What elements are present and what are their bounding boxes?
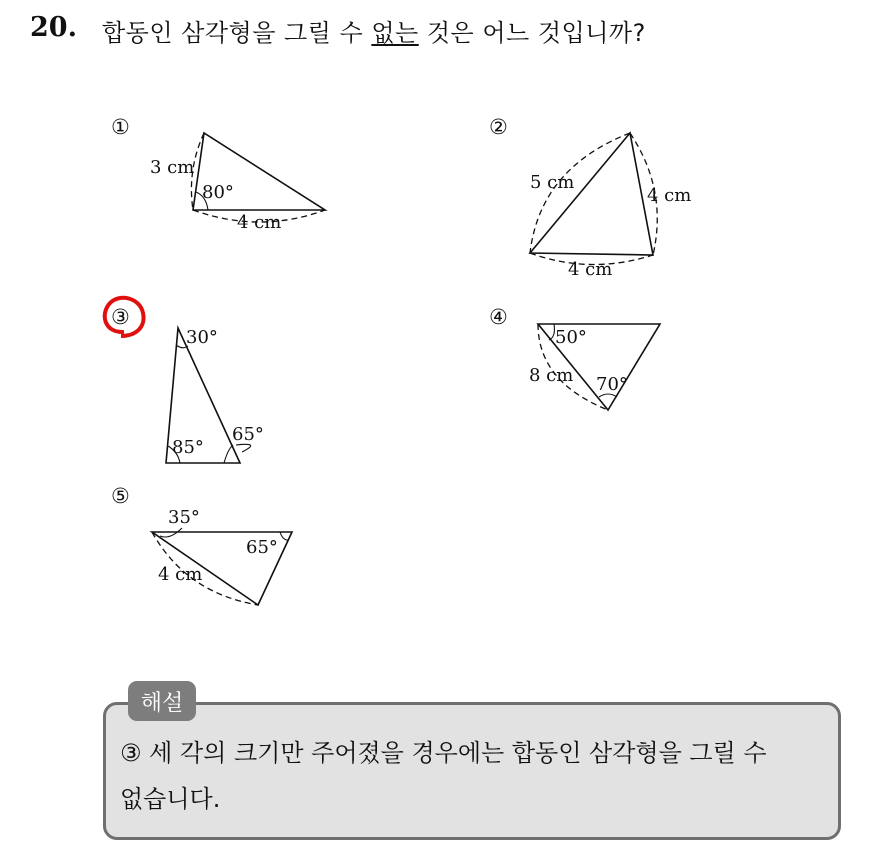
choice-2-marker: ② bbox=[489, 115, 508, 139]
question-number: 20. bbox=[30, 12, 77, 43]
choice-5-marker: ⑤ bbox=[111, 484, 130, 508]
choice-5-right-arc bbox=[280, 532, 289, 540]
choice-3-label-left: 85° bbox=[172, 437, 204, 458]
choice-4[interactable] bbox=[489, 305, 660, 410]
choice-3-leader-arc bbox=[236, 444, 251, 452]
choice-4-marker: ④ bbox=[489, 305, 508, 329]
choice-1[interactable] bbox=[111, 115, 325, 233]
choice-2[interactable] bbox=[489, 115, 691, 280]
question-text-before: 합동인 삼각형을 그릴 수 bbox=[102, 19, 372, 47]
choice-3-right-arc bbox=[224, 445, 233, 463]
choice-3-label-right: 65° bbox=[232, 424, 264, 445]
choice-3-marker: ③ bbox=[111, 305, 130, 329]
choice-1-label-angle: 80° bbox=[202, 182, 234, 203]
choice-2-label-left: 5 cm bbox=[530, 172, 575, 193]
choice-2-label-base: 4 cm bbox=[568, 259, 613, 280]
choice-5-label-left: 35° bbox=[168, 507, 200, 528]
choice-3[interactable] bbox=[105, 298, 264, 463]
choice-1-label-base: 4 cm bbox=[237, 212, 282, 233]
explanation-tag: 해설 bbox=[128, 681, 196, 721]
choice-2-label-right: 4 cm bbox=[647, 185, 692, 206]
choice-5-label-right: 65° bbox=[246, 537, 278, 558]
choice-1-label-side: 3 cm bbox=[150, 157, 195, 178]
question-text-underlined: 없는 bbox=[371, 19, 419, 47]
choice-2-triangle bbox=[530, 133, 653, 255]
question-text-after: 것은 어느 것입니까? bbox=[418, 19, 646, 47]
choice-4-label-side: 8 cm bbox=[529, 365, 574, 386]
explanation-text: ③ 세 각의 크기만 주어졌을 경우에는 합동인 삼각형을 그릴 수 없습니다. bbox=[120, 739, 767, 813]
choice-3-label-top: 30° bbox=[186, 327, 218, 348]
choice-5[interactable] bbox=[111, 484, 292, 605]
choice-5-label-side: 4 cm bbox=[158, 564, 203, 585]
choice-4-label-bottom: 70° bbox=[596, 374, 628, 395]
choice-4-label-top: 50° bbox=[555, 327, 587, 348]
choice-1-marker: ① bbox=[111, 115, 130, 139]
